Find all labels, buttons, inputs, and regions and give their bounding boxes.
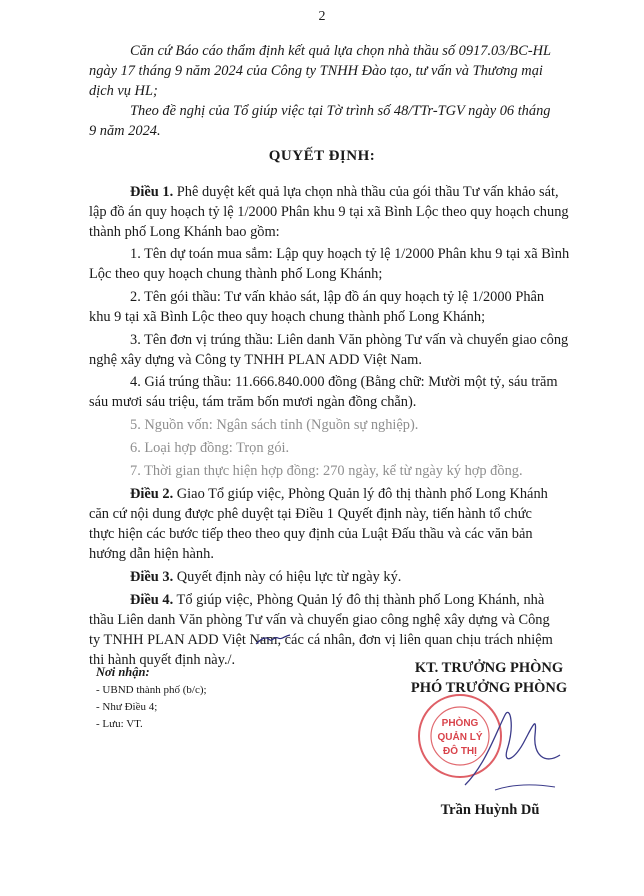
preamble-line-5: 9 năm 2024. bbox=[89, 123, 161, 139]
preamble-line-1: Căn cứ Báo cáo thẩm định kết quả lựa chọn nhà thầu số 0917.03/BC-HL bbox=[130, 43, 552, 59]
article-2-line-3: thực hiện các bước tiếp theo theo quy định của Luật Đấu thầu và các văn bản bbox=[89, 526, 533, 542]
seal-line-3: ĐÔ THỊ bbox=[443, 746, 477, 757]
article-3-line-1: Điều 3. Quyết định này có hiệu lực từ ngày ký. bbox=[130, 569, 402, 585]
article-1-line-2: lập đồ án quy hoạch tỷ lệ 1/2000 Phân khu 9 tại xã Bình Lộc theo quy hoạch chung bbox=[89, 204, 569, 220]
article-1-item-5: 5. Nguồn vốn: Ngân sách tỉnh (Nguồn sự nghiệp). bbox=[130, 417, 419, 433]
article-1-item-1b: Lộc theo quy hoạch chung thành phố Long Khánh; bbox=[89, 266, 383, 282]
recipient-item: - Như Điều 4; bbox=[96, 701, 158, 713]
article-2-line-1: Điều 2. Giao Tổ giúp việc, Phòng Quản lý đô thị thành phố Long Khánh bbox=[130, 486, 548, 502]
seal-line-1: PHÒNG bbox=[441, 718, 479, 729]
preamble-line-4: Theo đề nghị của Tổ giúp việc tại Tờ trình số 48/TTr-TGV ngày 06 tháng bbox=[130, 103, 551, 119]
article-2-line-2: căn cứ nội dung được phê duyệt tại Điều 1 Quyết định này, tiến hành tổ chức bbox=[89, 506, 532, 522]
article-4-line-4: thi hành quyết định này./. bbox=[89, 652, 236, 668]
initial-mark-icon bbox=[252, 630, 292, 650]
article-1-item-2a: 2. Tên gói thầu: Tư vấn khảo sát, lập đồ án quy hoạch tỷ lệ 1/2000 Phân bbox=[130, 289, 545, 305]
article-1-line-1: Điều 1. Phê duyệt kết quả lựa chọn nhà thầu của gói thầu Tư vấn khảo sát, bbox=[130, 184, 559, 200]
article-4-label: Điều 4. bbox=[130, 592, 174, 608]
article-4-line-1: Điều 4. Tổ giúp việc, Phòng Quản lý đô thị thành phố Long Khánh, nhà bbox=[130, 592, 545, 608]
preamble-line-3: dịch vụ HL; bbox=[89, 83, 158, 99]
article-1-item-2b: khu 9 tại xã Bình Lộc theo quy hoạch chung thành phố Long Khánh; bbox=[89, 309, 486, 325]
signature-scribble bbox=[455, 695, 570, 800]
article-1-item-3b: nghệ xây dựng và Công ty TNHH PLAN ADD Việt Nam. bbox=[89, 352, 422, 368]
article-1-item-4b: sáu mươi sáu triệu, tám trăm bốn mươi ngàn đồng chẵn). bbox=[89, 394, 417, 410]
article-1-label: Điều 1. bbox=[130, 184, 174, 200]
article-1-item-1a: 1. Tên dự toán mua sắm: Lập quy hoạch tỷ lệ 1/2000 Phân khu 9 tại xã Bình bbox=[130, 246, 570, 262]
article-4-line-2: thầu Liên danh Văn phòng Tư vấn và chuyển giao công nghệ xây dựng và Công bbox=[89, 612, 550, 628]
page-number: 2 bbox=[318, 9, 326, 24]
article-4-line-3: ty TNHH PLAN ADD Việt Nam, các cá nhân, đơn vị liên quan chịu trách nhiệm bbox=[89, 632, 553, 648]
signature-title-line-2: PHÓ TRƯỞNG PHÒNG bbox=[410, 680, 568, 696]
article-1-line-3: thành phố Long Khánh bao gồm: bbox=[89, 224, 280, 240]
preamble-line-2: ngày 17 tháng 9 năm 2024 của Công ty TNHH Đào tạo, tư vấn và Thương mại bbox=[89, 63, 543, 79]
signature-title-line-1: KT. TRƯỞNG PHÒNG bbox=[414, 660, 564, 676]
article-1-item-7: 7. Thời gian thực hiện hợp đồng: 270 ngày, kể từ ngày ký hợp đồng. bbox=[130, 463, 523, 479]
recipient-item: - UBND thành phố (b/c); bbox=[96, 684, 207, 696]
article-2-line-4: hướng dẫn hiện hành. bbox=[89, 546, 214, 562]
seal-line-2: QUẢN LÝ bbox=[437, 732, 483, 743]
decision-title: QUYẾT ĐỊNH: bbox=[268, 148, 376, 164]
article-3-label: Điều 3. bbox=[130, 569, 174, 585]
article-1-item-3a: 3. Tên đơn vị trúng thầu: Liên danh Văn phòng Tư vấn và chuyển giao công bbox=[130, 332, 569, 348]
article-2-label: Điều 2. bbox=[130, 486, 174, 502]
recipient-item: - Lưu: VT. bbox=[96, 718, 143, 730]
signer-name: Trần Huỳnh Dũ bbox=[440, 802, 540, 818]
article-1-item-4a: 4. Giá trúng thầu: 11.666.840.000 đồng (Bằng chữ: Mười một tỷ, sáu trăm bbox=[130, 374, 558, 390]
article-1-item-6: 6. Loại hợp đồng: Trọn gói. bbox=[130, 440, 290, 456]
recipients-heading: Nơi nhận: bbox=[96, 665, 150, 679]
